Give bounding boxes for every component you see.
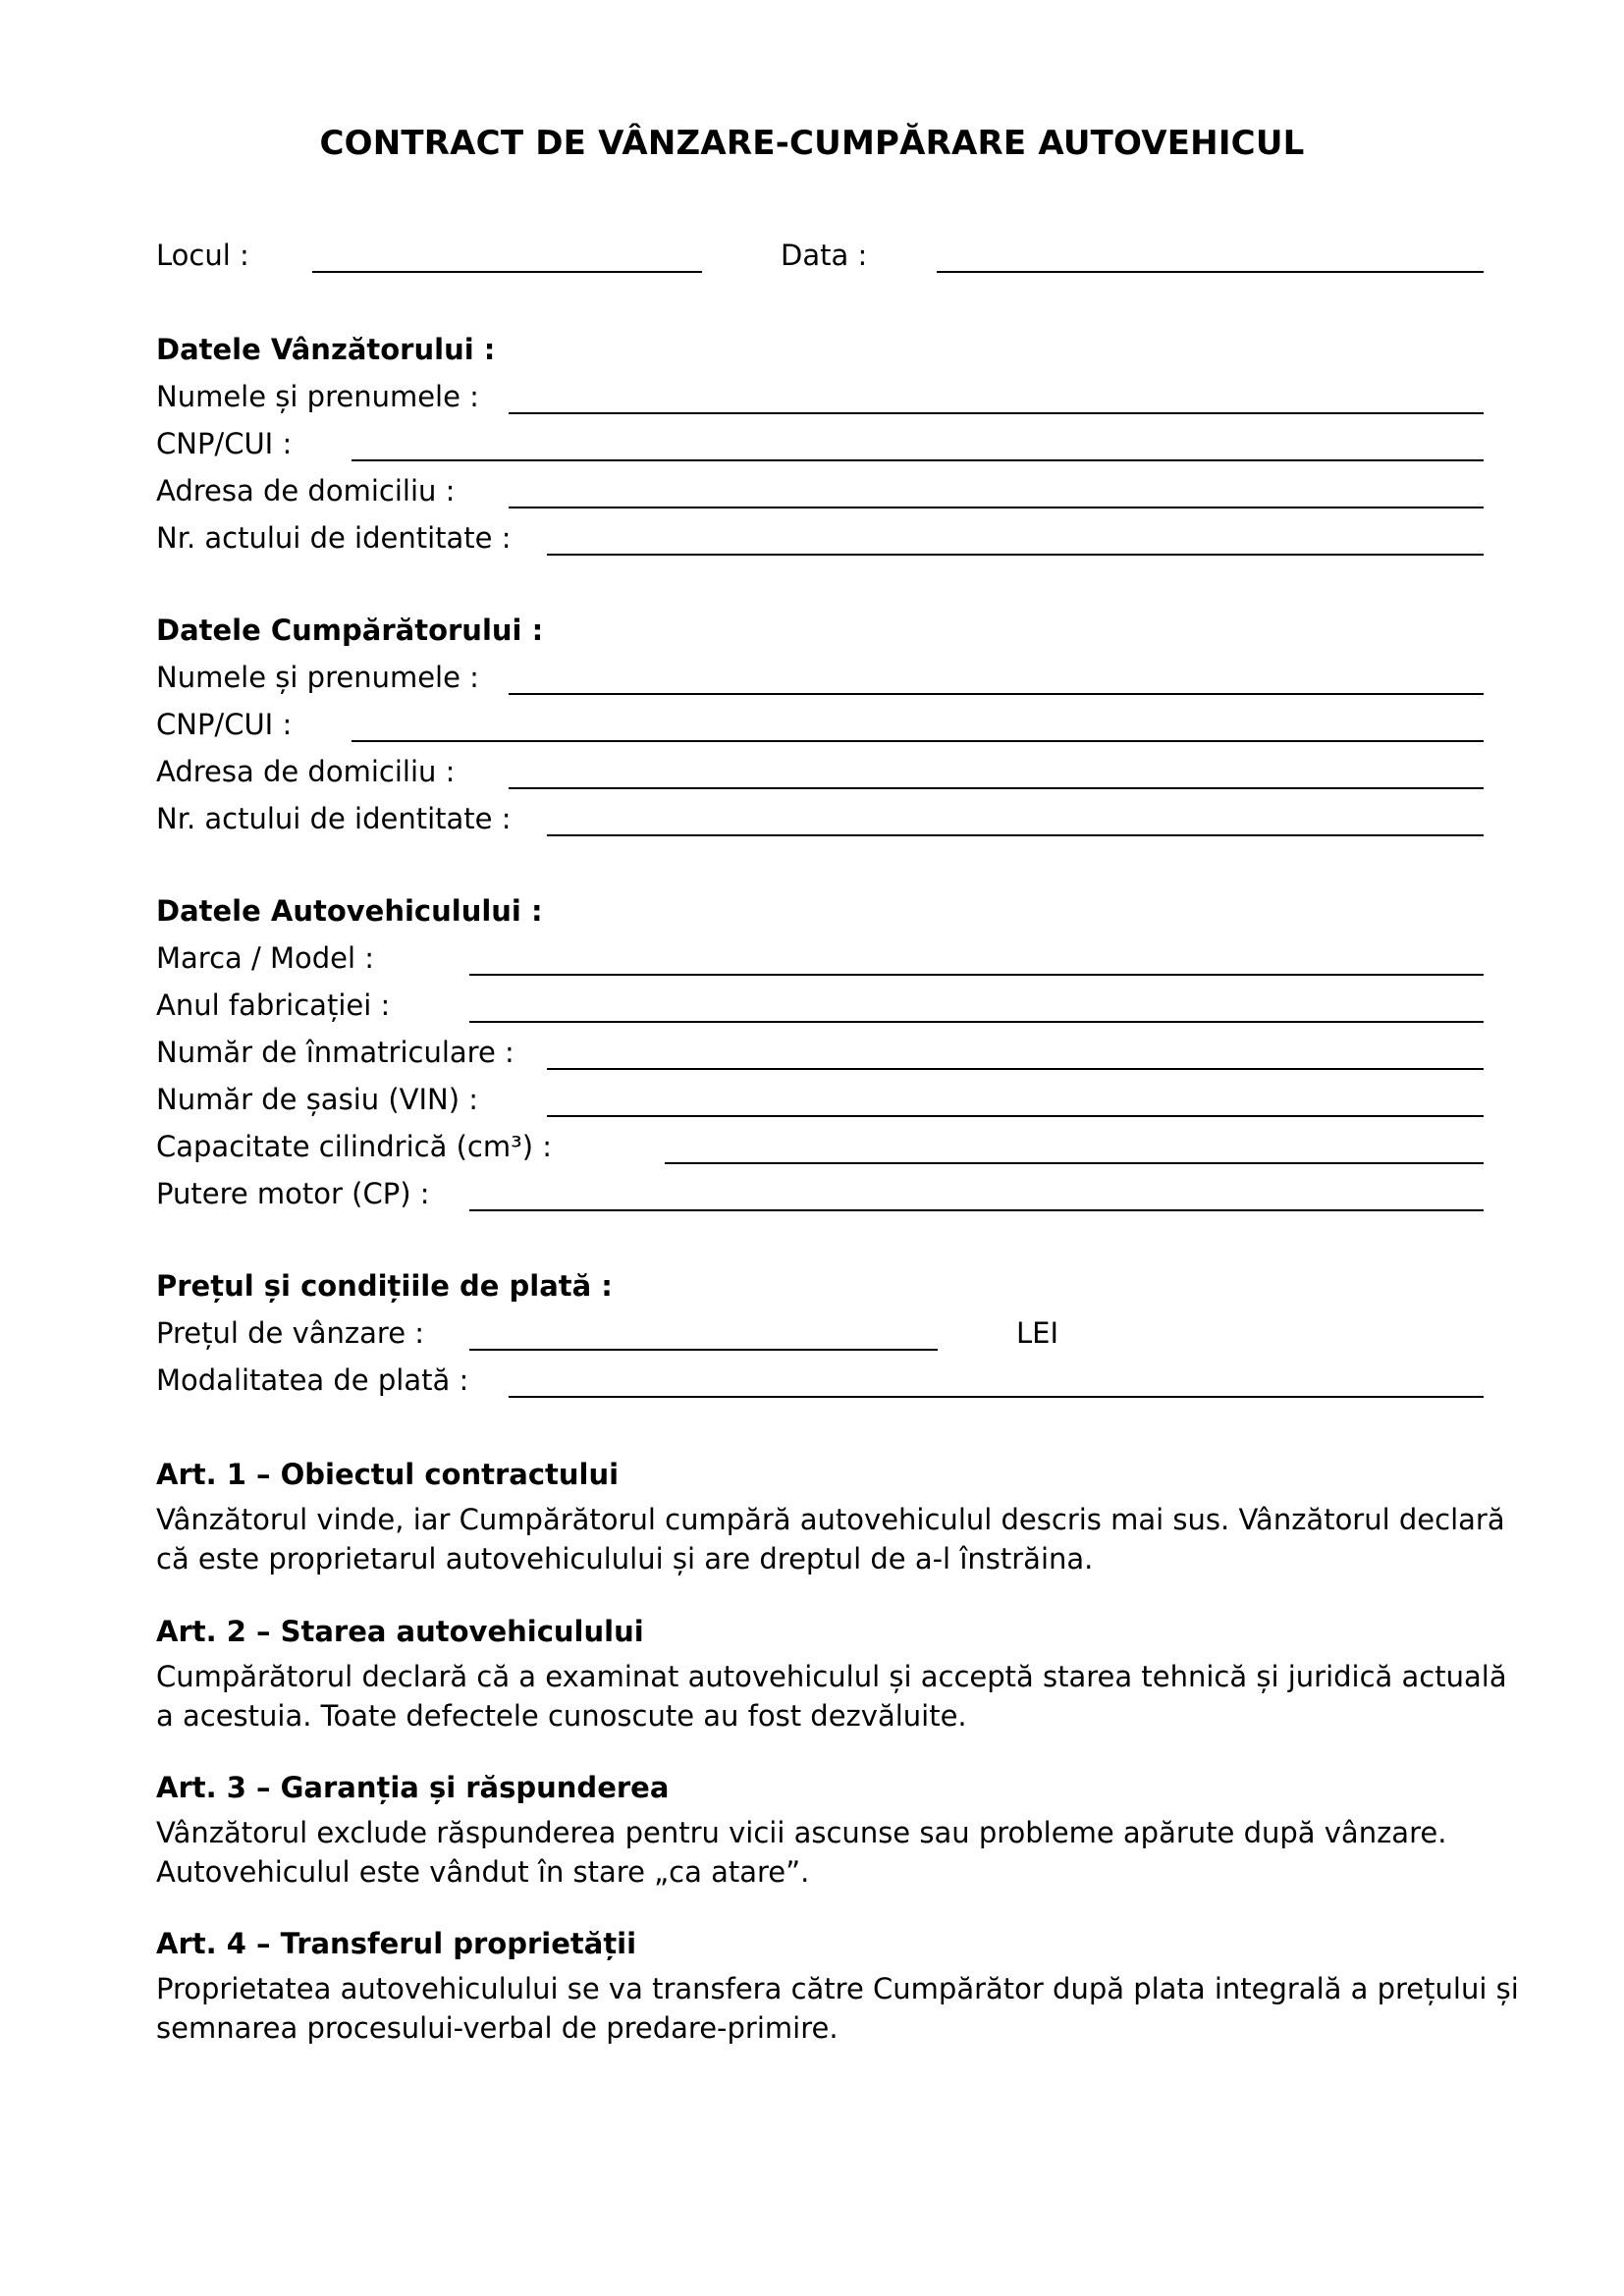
place-field[interactable] — [312, 271, 702, 273]
article-3-line-1: Vânzătorul exclude răspunderea pentru vicii ascunse sau probleme apărute după vânzare. — [156, 1816, 1447, 1849]
vehicle-vin-label: Număr de șasiu (VIN) : — [156, 1083, 479, 1116]
article-4-body — [156, 1969, 1519, 2048]
buyer-cnp-label: CNP/CUI : — [156, 708, 293, 741]
article-1-line-1: Vânzătorul vinde, iar Cumpărătorul cumpără autovehiculul descris mai sus. Vânzătorul declară — [156, 1503, 1505, 1536]
seller-address-field[interactable] — [509, 507, 1484, 508]
article-4-line-1: Proprietatea autovehiculului se va transfera către Cumpărător după plata integrală a prețului și — [156, 1972, 1519, 2005]
vehicle-heading: Datele Autovehiculului : — [156, 894, 543, 928]
vehicle-make-model-label: Marca / Model : — [156, 941, 375, 975]
vehicle-capacity-field[interactable] — [665, 1162, 1484, 1164]
place-label: Locul : — [156, 239, 249, 272]
seller-name-label: Numele și prenumele : — [156, 380, 479, 413]
price-field[interactable] — [469, 1349, 938, 1351]
payment-method-label: Modalitatea de plată : — [156, 1363, 469, 1397]
buyer-address-field[interactable] — [509, 787, 1484, 789]
seller-heading: Datele Vânzătorului : — [156, 333, 496, 366]
seller-cnp-label: CNP/CUI : — [156, 427, 293, 460]
buyer-cnp-field[interactable] — [352, 740, 1484, 742]
article-2-title: Art. 2 – Starea autovehiculului — [156, 1615, 644, 1648]
buyer-heading: Datele Cumpărătorului : — [156, 614, 544, 647]
seller-address-label: Adresa de domiciliu : — [156, 474, 456, 507]
article-1-line-2: că este proprietarul autovehiculului și are dreptul de a-l înstrăina. — [156, 1542, 1094, 1575]
price-label: Prețul de vânzare : — [156, 1316, 425, 1350]
article-4-line-2: semnarea procesului-verbal de predare-primire. — [156, 2011, 839, 2045]
vehicle-capacity-label: Capacitate cilindrică (cm³) : — [156, 1130, 553, 1163]
buyer-address-label: Adresa de domiciliu : — [156, 755, 456, 788]
price-currency: LEI — [1016, 1316, 1059, 1350]
buyer-id-label: Nr. actului de identitate : — [156, 802, 512, 835]
seller-cnp-field[interactable] — [352, 459, 1484, 461]
payment-method-field[interactable] — [509, 1396, 1484, 1398]
vehicle-year-label: Anul fabricației : — [156, 988, 391, 1022]
seller-id-field[interactable] — [547, 554, 1484, 556]
vehicle-make-model-field[interactable] — [469, 974, 1484, 976]
document-title: CONTRACT DE VÂNZARE-CUMPĂRARE AUTOVEHICUL — [319, 124, 1305, 163]
article-1-title: Art. 1 – Obiectul contractului — [156, 1458, 620, 1491]
seller-name-field[interactable] — [509, 412, 1484, 414]
article-3-body — [156, 1813, 1491, 1892]
payment-heading: Prețul și condițiile de plată : — [156, 1269, 613, 1303]
article-3-title: Art. 3 – Garanția și răspunderea — [156, 1771, 670, 1804]
article-1-body — [156, 1500, 1505, 1578]
vehicle-power-label: Putere motor (CP) : — [156, 1177, 430, 1210]
buyer-id-field[interactable] — [547, 834, 1484, 836]
buyer-name-label: Numele și prenumele : — [156, 661, 479, 694]
vehicle-registration-field[interactable] — [547, 1068, 1484, 1070]
date-label: Data : — [781, 239, 868, 272]
vehicle-registration-label: Număr de înmatriculare : — [156, 1036, 514, 1069]
article-2-line-1: Cumpărătorul declară că a examinat autovehiculul și acceptă starea tehnică și juridică actuală — [156, 1660, 1507, 1693]
seller-id-label: Nr. actului de identitate : — [156, 521, 512, 555]
article-2-line-2: a acestuia. Toate defectele cunoscute au fost dezvăluite. — [156, 1699, 967, 1733]
vehicle-vin-field[interactable] — [547, 1115, 1484, 1117]
buyer-name-field[interactable] — [509, 693, 1484, 695]
vehicle-year-field[interactable] — [469, 1021, 1484, 1023]
vehicle-power-field[interactable] — [469, 1209, 1484, 1211]
article-3-line-2: Autovehiculul este vândut în stare „ca atare”. — [156, 1855, 810, 1889]
article-4-title: Art. 4 – Transferul proprietății — [156, 1927, 637, 1960]
article-2-body — [156, 1657, 1507, 1735]
date-field[interactable] — [937, 271, 1484, 273]
